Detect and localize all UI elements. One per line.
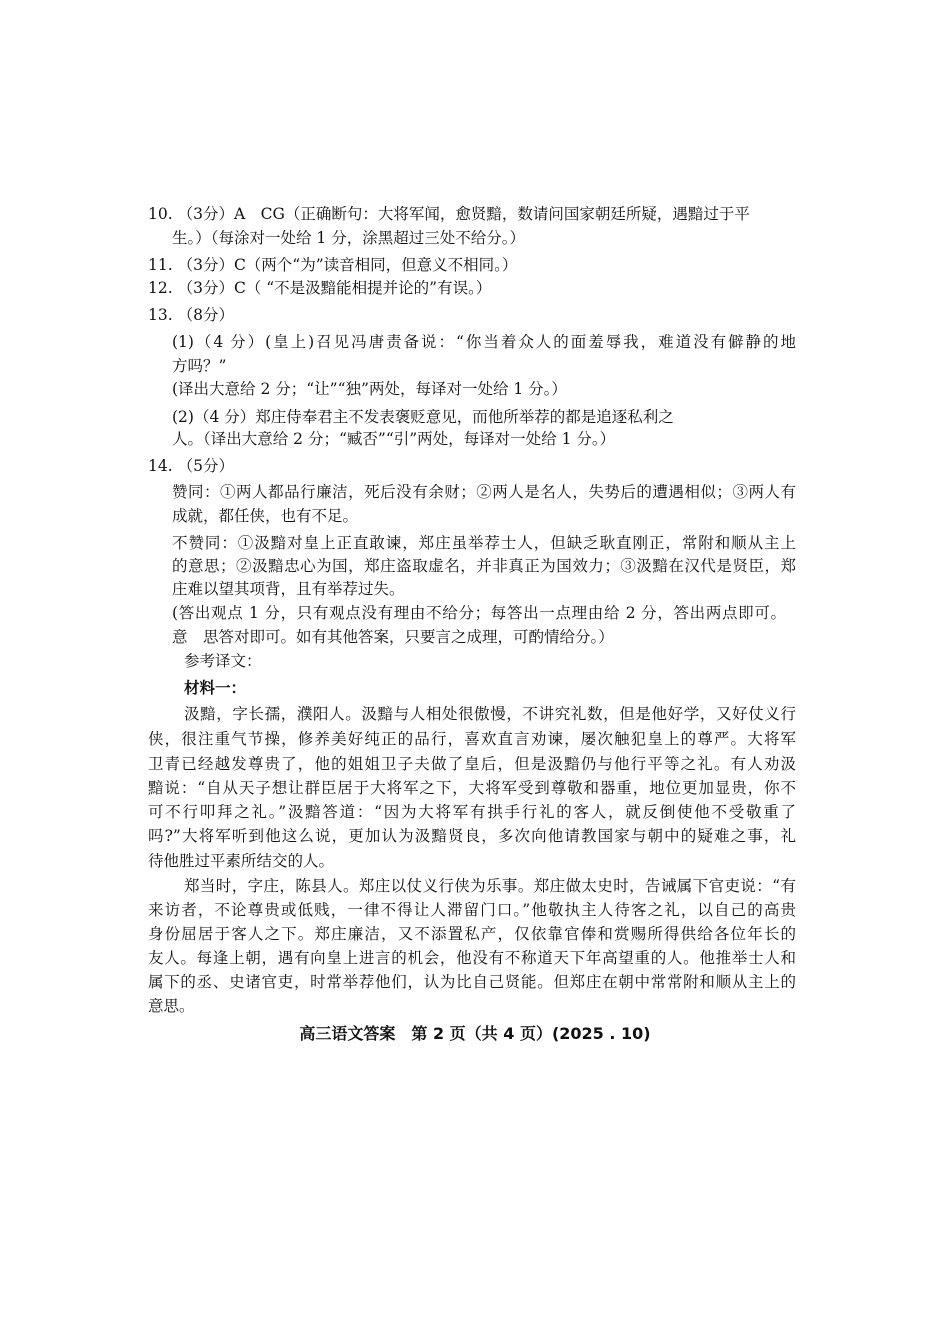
q13-part2-line-1: (2)（4 分）郑庄侍奉君主不发表褒贬意见，而他所举荐的都是追逐私利之 <box>172 408 674 426</box>
q14-heading: 14. （5分） <box>148 457 234 475</box>
q14-disagree-line-1: 不赞同：①汲黯对皇上正直敢谏，郑庄虽举荐士人，但缺乏耿直刚正，常附和顺从主上 <box>172 534 796 552</box>
material-title: 材料一： <box>184 678 247 697</box>
q14-note-line-1: (答出观点 1 分，只有观点没有理由不给分；每答出一点理由给 2 分，答出两点即可。 <box>172 604 786 622</box>
material-line: 侠，很注重气节操，修养美好纯正的品行，喜欢直言劝谏，屡次触犯皇上的尊严。大将军 <box>148 730 796 748</box>
q13-part1-line-1: (1)（4 分）(皇上)召见冯唐责备说：“你当着众人的面羞辱我，难道没有僻静的地 <box>172 333 796 351</box>
page-footer: 高三语文答案 第 2 页（共 4 页）(2025 . 10) <box>299 1024 651 1043</box>
material-line: 身份屈居于客人之下。郑庄廉洁，又不添置私产，仅依靠官俸和赏赐所得供给各位年长的 <box>148 925 796 943</box>
material-line: 吗?”大将军听到他这么说，更加认为汲黯贤良，多次向他请教国家与朝中的疑难之事，礼 <box>148 827 796 845</box>
q14-note-line-2: 意 思答对即可。如有其他答案，只要言之成理，可酌情给分。） <box>172 628 614 646</box>
translation-label: 参考译文： <box>184 652 262 670</box>
q13-part1-line-2: 方吗？” <box>172 357 227 375</box>
material-line: 意思。 <box>148 997 195 1015</box>
material-line: 黯说：“自从天子想让群臣居于大将军之下，大将军受到尊敬和器重，地位更加显贵，你不 <box>148 779 796 797</box>
material-line: 待他胜过平素所结交的人。 <box>148 852 335 870</box>
q13-heading: 13. （8分） <box>148 306 234 324</box>
q14-disagree-line-3: 庄难以望其项背，且有举荐过失。 <box>172 580 405 598</box>
material-line: 汲黯，字长孺，濮阳人。汲黯与人相处很傲慢，不讲究礼数，但是他好学，又好仗义行 <box>184 705 796 723</box>
q12-line: 12. （3分）C（ “不是汲黯能相提并论的”有误。） <box>148 279 492 297</box>
material-line: 友人。每逢上朝，遇有向皇上进言的机会，他没有不称道天下年高望重的人。他推举士人和 <box>148 949 796 967</box>
q10-line-2: 生。）（每涂对一处给 1 分，涂黑超过三处不给分。） <box>172 229 525 247</box>
q14-agree-line-2: 成就，都任侠，也有不足。 <box>172 507 359 525</box>
q13-part2-line-2: 人。（译出大意给 2 分；“臧否”“引”两处，每译对一处给 1 分。） <box>172 430 616 448</box>
material-line: 可不行叩拜之礼。”汲黯答道：“因为大将军有拱手行礼的客人，就反倒使他不受敬重了 <box>148 803 796 821</box>
q13-part1-note: (译出大意给 2 分；“让”“独”两处，每译对一处给 1 分。） <box>172 380 567 398</box>
material-line: 来访者，不论尊贵或低贱，一律不得让人滞留门口。”他敬执主人待客之礼，以自己的高贵 <box>148 901 796 919</box>
q14-disagree-line-2: 的意思；②汲黯忠心为国，郑庄盗取虚名，并非真正为国效力；③汲黯在汉代是贤臣，郑 <box>172 557 796 575</box>
q14-agree-line-1: 赞同：①两人都品行廉洁，死后没有余财；②两人是名人，失势后的遭遇相似；③两人有 <box>172 483 796 501</box>
q11-line: 11. （3分）C（两个“为”读音相同，但意义不相同。） <box>148 256 518 274</box>
q10-line-1: 10. （3分）A CG（正确断句：大将军闻，愈贤黯，数请问国家朝廷所疑，遇黯过于平 <box>148 205 750 223</box>
material-line: 属下的丞、史诸官吏，时常举荐他们，认为比自己贤能。但郑庄在朝中常常附和顺从主上的 <box>148 973 796 991</box>
material-line: 郑当时，字庄，陈县人。郑庄以仗义行侠为乐事。郑庄做太史时，告诫属下官吏说：“有 <box>184 877 796 895</box>
material-line: 卫青已经越发尊贵了，他的姐姐卫子夫做了皇后，但是汲黯仍与他行平等之礼。有人劝汲 <box>148 755 796 773</box>
